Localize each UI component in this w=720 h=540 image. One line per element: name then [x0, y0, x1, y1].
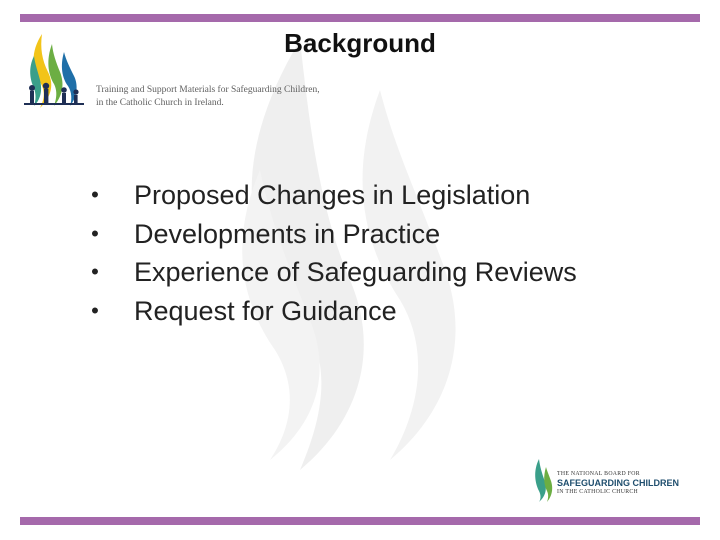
bullet-text: Request for Guidance — [134, 295, 397, 326]
bullet-text: Developments in Practice — [134, 218, 441, 249]
bullet-item — [88, 215, 577, 254]
board-name-line1: THE NATIONAL BOARD FOR — [557, 471, 640, 477]
bullet-item — [88, 253, 577, 292]
organization-subtitle — [96, 84, 320, 110]
bullet-icon: • — [91, 259, 99, 284]
board-logo-icon — [531, 457, 555, 503]
bullet-icon: • — [91, 220, 99, 246]
subtitle-line: Training and Support Materials for Safeguarding Children, — [96, 85, 320, 95]
board-name-line3: IN THE CATHOLIC CHURCH — [557, 489, 639, 495]
bullet-list — [88, 176, 577, 330]
slide-title: Background — [284, 28, 436, 58]
bullet-item — [88, 292, 577, 331]
board-name-line2: SAFEGUARDING CHILDREN — [557, 478, 680, 488]
children-figures-icon — [22, 30, 88, 110]
bullet-text: Experience of Safeguarding Reviews — [134, 257, 577, 287]
bottom-accent-bar — [20, 517, 700, 525]
subtitle-line: in the Catholic Church in Ireland. — [96, 98, 224, 108]
board-name — [557, 471, 679, 495]
bullet-item — [88, 176, 577, 215]
bullet-text: Proposed Changes in Legislation — [134, 180, 531, 210]
bullet-icon: • — [91, 297, 99, 323]
bullet-icon: • — [91, 182, 99, 207]
